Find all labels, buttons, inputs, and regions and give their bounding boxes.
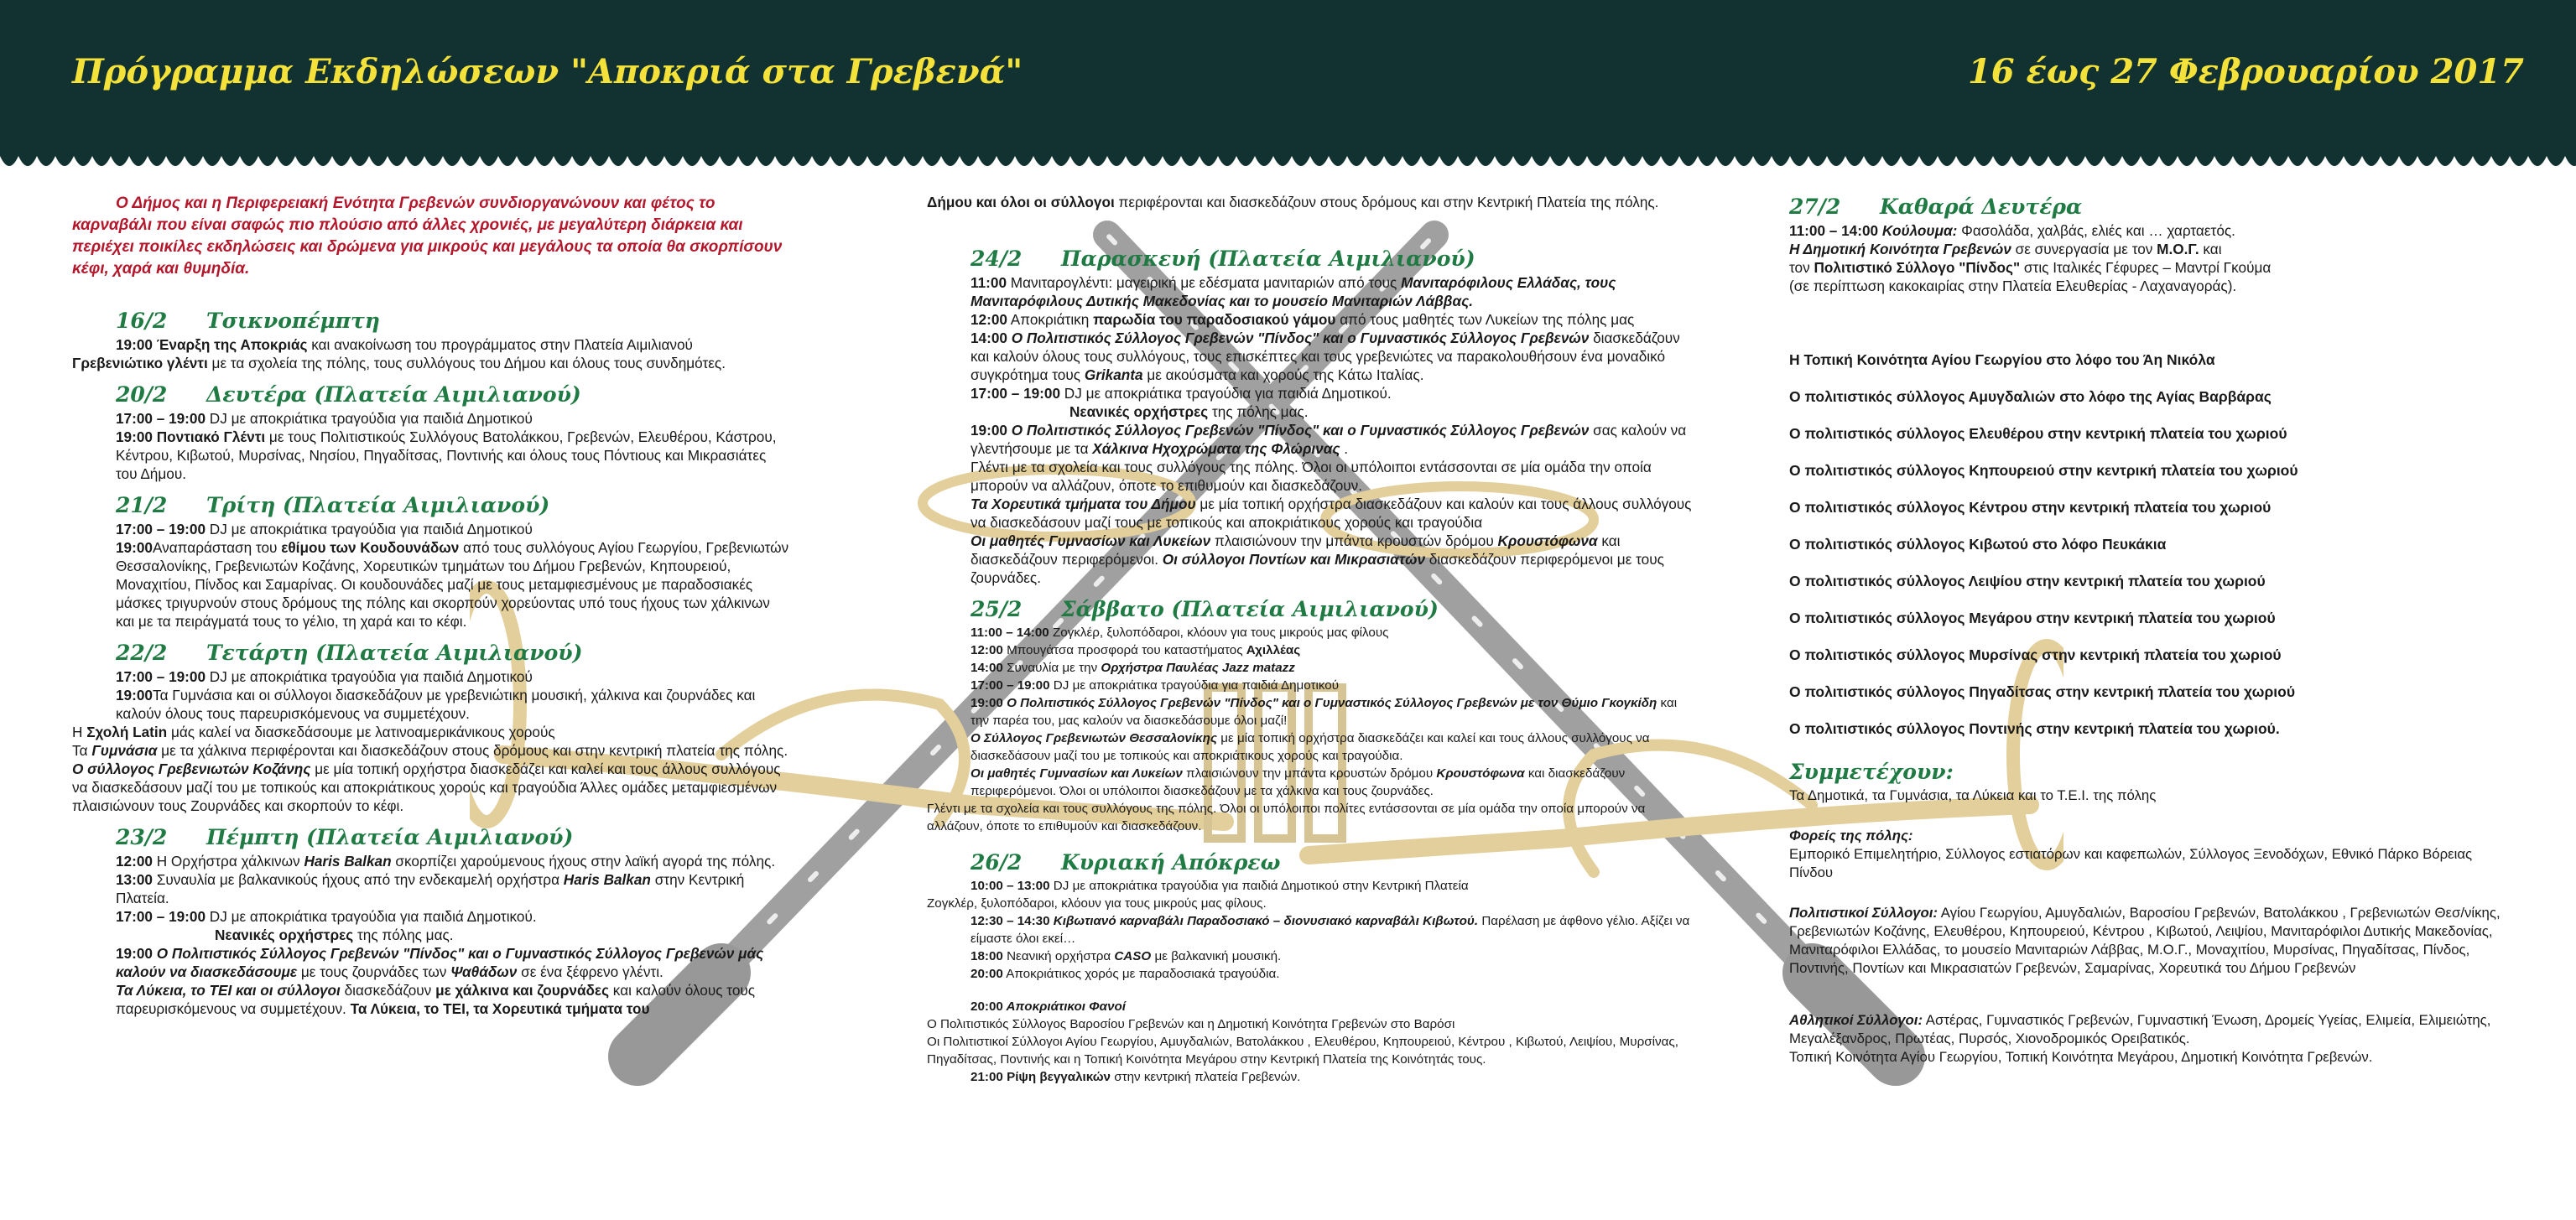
participants-athletic: Αθλητικοί Σύλλογοι: Αστέρας, Γυμναστικός Γρεβενών, Γυμναστική Ένωση, Δρομείς Υγείας, Ελιμεία, Ελιμειώτης, Μεγαλέξανδρος, Πρωτέας, Πυρσός, Χιονοδρομικός Ορειβατικός. Τοπική Κοινότητα Αγίου Γεωργίου, Τοπική Κοινότητα Μεγάρου, Δημοτική Κοινότητα Γρεβενών. — [1789, 1012, 2491, 1065]
event-line: Ζογκλέρ, ξυλοπόδαροι, κλόουν για τους μικρούς μας φίλους. — [927, 896, 1267, 911]
participants-title: Συμμετέχουν: — [1789, 760, 1954, 784]
day-date: 21/2 — [116, 493, 168, 517]
village-item: Ο πολιτιστικός σύλλογος Λειψίου στην κεντρική πλατεία του χωριού — [1789, 573, 2266, 589]
event-line: Η Σχολή Latin μάς καλεί να διασκεδάσουμε με λατινοαμερικάνικους χορούς — [72, 724, 555, 740]
header-banner — [0, 0, 2576, 155]
village-list — [1789, 350, 2511, 738]
participants-section — [1789, 758, 2511, 1067]
event-line: 17:00 – 19:00 DJ με αποκριάτικα τραγούδια για παιδιά Δημοτικού — [116, 521, 533, 537]
day-heading — [927, 849, 1699, 877]
event-line: 11:00 Μανιταρογλέντι: μαγειρική με εδέσματα μανιταριών από τους Μανιταρόφιλους Ελλάδας, τους Μανιταρόφιλους Δυτικής Μακεδονίας και το μουσείο Μανιταριών Λάββας. — [971, 274, 1616, 309]
day-name: Καθαρά Δευτέρα — [1880, 195, 2083, 219]
event-line: 19:00 Έναρξη της Αποκριάς και ανακοίνωση του προγράμματος στην Πλατεία Αιμιλιανού — [116, 336, 693, 353]
column-middle — [927, 193, 1699, 1086]
event-line: 20:00 Αποκριάτικος χορός με παραδοσιακά τραγούδια. — [971, 967, 1280, 981]
event-line: Γλέντι με τα σχολεία και τους συλλόγους της πόλης. Όλοι οι υπόλοιποι πολίτες εντάσσονται σε μία ομάδα την οποία μπορούν να αλλάζουν, όποτε το επιθυμούν και διασκεδάζουν. — [927, 802, 1646, 833]
day-16-2 — [72, 307, 789, 372]
event-line: Δήμου και όλοι οι σύλλογοι περιφέρονται και διασκεδάζουν στους δρόμους και στην Κεντρική Πλατεία της πόλης. — [927, 194, 1659, 210]
event-line: 14:00 Συναυλία με την Ορχήστρα Παυλέας Jazz matazz — [971, 661, 1295, 675]
page-title: Πρόγραμμα Εκδηλώσεων "Αποκριά στα Γρεβενά" — [72, 52, 1023, 91]
day-22-2 — [72, 639, 789, 815]
event-line: 19:00 Ο Πολιτιστικός Σύλλογος Γρεβενών "Πίνδος" και ο Γυμναστικός Σύλλογος Γρεβενών σας καλούν να γλεντήσουμε με τα Χάλκινα Ηχοχρώματα της Φλώρινας . — [971, 422, 1687, 457]
day-name: Τσικνοπέμπτη — [206, 309, 380, 333]
event-line: Ο Πολιτιστικός Σύλλογος Βαροσίου Γρεβενών και η Δημοτική Κοινότητα Γρεβενών στο Βαρόσι — [927, 1017, 1455, 1031]
village-item: Ο πολιτιστικός σύλλογος Ποντινής στην κεντρική πλατεία του χωριού. — [1789, 720, 2280, 737]
event-line: (σε περίπτωση κακοκαιρίας στην Πλατεία Ελευθερίας - Λαχαναγοράς). — [1789, 278, 2237, 294]
event-line: Νεανικές ορχήστρες της πόλης μας. — [215, 927, 454, 943]
event-line: 12:00 Αποκριάτικη παρωδία του παραδοσιακού γάμου από τους μαθητές των Λυκείων της πόλης μας — [971, 311, 1635, 328]
date-range: 16 έως 27 Φεβρουαρίου 2017 — [1967, 52, 2524, 91]
day-name: Τρίτη (Πλατεία Αιμιλιανού) — [206, 493, 550, 517]
day-heading — [72, 491, 789, 520]
event-line: Οι Πολιτιστικοί Σύλλογοι Αγίου Γεωργίου, Αμυγδαλιών, Βατολάκκου , Ελευθέρου, Κηπουρειού, Κέντρου , Κιβωτού, Λειψίου, Μυρσίνας, Πηγαδίτσας, Ποντινής και η Τοπική Κοινότητα Μεγάρου στην Κεντρική Πλατεία της Κοινότητάς τους. — [927, 1035, 1678, 1067]
day-26-2 — [927, 849, 1699, 1086]
day-name: Σάββατο (Πλατεία Αιμιλιανού) — [1061, 597, 1439, 621]
village-item: Ο πολιτιστικός σύλλογος Πηγαδίτσας στην κεντρική πλατεία του χωριού — [1789, 683, 2296, 700]
event-line: Οι μαθητές Γυμνασίων και Λυκείων πλαισιώνουν την μπάντα κρουστών δρόμου Κρουστόφωνα και διασκεδάζουν περιφερόμενοι. Όλοι οι υπόλοιποι διασκεδάζουν με τα χάλκινα και τους ζουρνάδες. — [971, 766, 1626, 798]
day-date: 24/2 — [971, 247, 1023, 271]
participants-bodies: Φορείς της πόλης: Εμπορικό Επιμελητήριο, Σύλλογος εστιατόρων και καφεπωλών, Σύλλογος Ξενοδόχων, Εθνικό Πάρκο Βόρειας Πίνδου — [1789, 828, 2473, 880]
village-item: Η Τοπική Κοινότητα Αγίου Γεωργίου στο λόφο του Άη Νικόλα — [1789, 351, 2215, 368]
village-item: Ο πολιτιστικός σύλλογος Μυρσίνας στην κεντρική πλατεία του χωριού — [1789, 646, 2282, 663]
village-item: Ο πολιτιστικός σύλλογος Μεγάρου στην κεντρική πλατεία του χωριού — [1789, 610, 2276, 626]
event-line: Γλέντι με τα σχολεία και τους συλλόγους της πόλης. Όλοι οι υπόλοιποι εντάσσονται σε μία ομάδα την οποία μπορούν να αλλάζουν, όποτε το επιθυμούν και διασκεδάζουν. — [971, 459, 1652, 494]
event-line: 19:00 Ο Πολιτιστικός Σύλλογος Γρεβενών "Πίνδος" και ο Γυμναστικός Σύλλογος Γρεβενών μάς καλούν να διασκεδάσουμε με τους ζουρνάδες των Ψαθάδων σε ένα ξέφρενο γλέντι. — [116, 945, 764, 980]
scalloped-edge — [0, 151, 2576, 169]
day-24-2 — [927, 245, 1699, 587]
village-item: Ο πολιτιστικός σύλλογος Αμυγδαλιών στο λόφο της Αγίας Βαρβάρας — [1789, 388, 2272, 405]
event-line: 12:00 Μπουγάτσα προσφορά του καταστήματος Αχιλλέας — [971, 643, 1301, 657]
column-right — [1789, 193, 2511, 1067]
day-heading — [1789, 193, 2511, 221]
day-date: 25/2 — [971, 597, 1023, 621]
day-heading — [927, 245, 1699, 273]
event-line: 19:00Αναπαράσταση του εθίμου των Κουδουνάδων από τους συλλόγους Αγίου Γεωργίου, Γρεβενιωτών Θεσσαλονίκης, Γρεβενιωτών Κοζάνης, Χορευτικών τμημάτων του Δήμου Γρεβενών, Κηπουρειού, Μοναχιτίου, Πίνδος και Σαμαρίνας. Οι κουδουνάδες μαζί με τους μεταμφιεσμένους με παραδοσιακές μάσκες τριγυρνούν στους δρόμους της πόλης και σκορπούν χορεύοντας υπό τους ήχους των χάλκινων και με τα πειράγματά τους το γέλιο, τη χαρά και το κέφι. — [116, 539, 789, 630]
day-heading — [72, 823, 789, 852]
event-line: Νεανικές ορχήστρες της πόλης μας. — [1069, 403, 1309, 420]
day-name: Παρασκευή (Πλατεία Αιμιλιανού) — [1061, 247, 1475, 271]
day-date: 20/2 — [116, 382, 168, 407]
day-25-2 — [927, 595, 1699, 835]
event-line: 11:00 – 14:00 Ζογκλέρ, ξυλοπόδαροι, κλόουν για τους μικρούς μας φίλους — [971, 626, 1389, 640]
day-date: 22/2 — [116, 641, 168, 665]
event-line: Ο Σύλλογος Γρεβενιωτών Θεσσαλονίκης με μία τοπική ορχήστρα διασκεδάζει και καλεί και τους άλλους συλλόγους να διασκεδάσουν μαζί του με τοπικούς και αποκριάτικους χορούς και τραγούδια. — [971, 731, 1650, 763]
event-line: 12:00 Η Ορχήστρα χάλκινων Haris Balkan σκορπίζει χαρούμενους ήχους στην λαϊκή αγορά της πόλης. — [116, 853, 776, 870]
village-item: Ο πολιτιστικός σύλλογος Ελευθέρου στην κεντρική πλατεία του χωριού — [1789, 425, 2287, 442]
event-line: Γρεβενιώτικο γλέντι με τα σχολεία της πόλης, τους συλλόγους του Δήμου και όλους τους συνδημότες. — [72, 355, 726, 371]
day-heading — [72, 639, 789, 667]
event-line: 13:00 Συναυλία με βαλκανικούς ήχους από την ενδεκαμελή ορχήστρα Haris Balkan στην Κεντρική Πλατεία. — [116, 871, 745, 906]
event-line: Η Δημοτική Κοινότητα Γρεβενών σε συνεργασία με τον Μ.Ο.Γ. και — [1789, 241, 2222, 257]
day-name: Πέμπτη (Πλατεία Αιμιλιανού) — [206, 825, 574, 849]
event-line: Τα Λύκεια, το ΤΕΙ και οι σύλλογοι διασκεδάζουν με χάλκινα και ζουρνάδες και καλούν όλους τους παρευρισκόμενους να συμμετέχουν. Τα Λύκεια, το ΤΕΙ, τα Χορευτικά τμήματα του — [116, 982, 756, 1017]
event-line: 20:00 Αποκριάτικοι Φανοί — [971, 999, 1127, 1014]
event-line: 11:00 – 14:00 Κούλουμα: Φασολάδα, χαλβάς, ελιές και … χαρταετός. — [1789, 222, 2235, 239]
village-item: Ο πολιτιστικός σύλλογος Κιβωτού στο λόφο Πευκάκια — [1789, 536, 2167, 553]
event-line: 19:00 Ποντιακό Γλέντι με τους Πολιτιστικούς Συλλόγους Βατολάκκου, Γρεβενών, Ελευθέρου, Κάστρου, Κέντρου, Κιβωτού, Μυρσίνας, Νησίου, Πηγαδίτσας, Ποντινής και όλους τους Πόντιους και Μικρασιάτες του Δήμου. — [116, 428, 777, 482]
day-date: 26/2 — [971, 850, 1023, 875]
event-line: τον Πολιτιστικό Σύλλογο "Πίνδος" στις Ιταλικές Γέφυρες – Μαντρί Γκούμα — [1789, 259, 2272, 276]
event-line: 17:00 – 19:00 DJ με αποκριάτικα τραγούδια για παιδιά Δημοτικού — [971, 678, 1340, 693]
participants-cultural: Πολιτιστικοί Σύλλογοι: Αγίου Γεωργίου, Αμυγδαλιών, Βαροσίου Γρεβενών, Βατολάκκου , Γρεβενιωτών Θεσ/νίκης, Γρεβενιωτών Κοζάνης, Ελευθέρου, Κηπουρειού, Κέντρου , Κιβωτού, Λειψίου, Μανιταρόφιλοι Δυτικής Μακεδονίας, Μανιταρόφιλοι Ελλάδας, το μουσείο Μανιταριών Λάββας, Μ.Ο.Γ., Μοναχιτίου, Μυρσίνας, Πηγαδίτσας, Πίνδος, Ποντινής, Ποντίων και Μικρασιατών Γρεβενών, Σαμαρίνας, Χορευτικά του Δήμου Γρεβενών — [1789, 905, 2501, 976]
event-line: 17:00 – 19:00 DJ με αποκριάτικα τραγούδια για παιδιά Δημοτικού. — [971, 385, 1392, 402]
village-item: Ο πολιτιστικός σύλλογος Κέντρου στην κεντρική πλατεία του χωριού — [1789, 499, 2272, 516]
event-line: Τα Γυμνάσια με τα χάλκινα περιφέρονται και διασκεδάζουν στους δρόμους και στην κεντρική πλατεία της πόλης. — [72, 742, 788, 759]
day-heading — [72, 307, 789, 335]
event-line: 14:00 Ο Πολιτιστικός Σύλλογος Γρεβενών "Πίνδος" και ο Γυμναστικός Σύλλογος Γρεβενών διασκεδάζουν και καλούν όλους τους συλλόγους, τους επισκέπτες και τους γρεβενιώτες να παρακολουθήσουν ένα μοναδικό συγκρότημα τους Grikanta με ακούσματα και χορούς της Κάτω Ιταλίας. — [971, 330, 1680, 383]
day-21-2 — [72, 491, 789, 631]
column-left — [72, 193, 789, 1018]
day-date: 27/2 — [1789, 195, 1841, 219]
event-line: 10:00 – 13:00 DJ με αποκριάτικα τραγούδια για παιδιά Δημοτικού στην Κεντρική Πλατεία — [971, 879, 1469, 893]
day-name: Δευτέρα (Πλατεία Αιμιλιανού) — [206, 382, 581, 407]
event-line: 19:00Τα Γυμνάσια και οι σύλλογοι διασκεδάζουν με γρεβενιώτικη μουσική, χάλκινα και ζουρνάδες και καλούν όλους τους παρευρισκόμενους να συμμετέχουν. — [116, 687, 756, 722]
event-line: 21:00 Ρίψη βεγγαλικών στην κεντρική πλατεία Γρεβενών. — [971, 1070, 1301, 1084]
day-heading — [72, 381, 789, 409]
event-line: 19:00 Ο Πολιτιστικός Σύλλογος Γρεβενών "Πίνδος" και ο Γυμναστικός Σύλλογος Γρεβενών με τον Θύμιο Γκογκίδη και την παρέα του, μας καλούν να διασκεδάσουμε όλοι μαζί! — [971, 696, 1678, 728]
day-27-2 — [1789, 193, 2511, 295]
event-line: Ο σύλλογος Γρεβενιωτών Κοζάνης με μία τοπική ορχήστρα διασκεδάζει και καλεί και τους άλλους συλλόγους να διασκεδάσουν μαζί του με τοπικούς και αποκριάτικους χορούς και τραγούδια Άλλες ομάδες μεταμφιεσμένων πλαισιώνουν τους Ζουρνάδες και σκορπούν το κέφι. — [72, 761, 781, 814]
event-line: 18:00 Νεανική ορχήστρα CASO με βαλκανική μουσική. — [971, 949, 1282, 963]
event-line: Τα Χορευτικά τμήματα του Δήμου με μία τοπική ορχήστρα διασκεδάζουν και καλούν και τους άλλους συλλόγους να διασκεδάσουν μαζί τους με τοπικούς και αποκριάτικους χορούς και τραγούδια — [971, 496, 1692, 531]
day-20-2 — [72, 381, 789, 483]
event-line: 17:00 – 19:00 DJ με αποκριάτικα τραγούδια για παιδιά Δημοτικού — [116, 410, 533, 427]
day-name: Τετάρτη (Πλατεία Αιμιλιανού) — [206, 641, 583, 665]
day-23-2 — [72, 823, 789, 1018]
event-line: Οι μαθητές Γυμνασίων και Λυκείων πλαισιώνουν την μπάντα κρουστών δρόμου Κρουστόφωνα και διασκεδάζουν περιφερόμενοι. Οι σύλλογοι Ποντίων και Μικρασιατών διασκεδάζουν περιφερόμενοι με τους ζουρνάδες. — [971, 532, 1664, 586]
event-line: 17:00 – 19:00 DJ με αποκριάτικα τραγούδια για παιδιά Δημοτικού — [116, 668, 533, 685]
day-name: Κυριακή Απόκρεω — [1061, 850, 1281, 875]
day-date: 23/2 — [116, 825, 168, 849]
day-heading — [927, 595, 1699, 624]
intro-paragraph: Ο Δήμος και η Περιφερειακή Ενότητα Γρεβενών συνδιοργανώνουν και φέτος το καρναβάλι που είναι σαφώς πιο πλούσιο από άλλες χρονιές, με μεγαλύτερη διάρκεια και περιέχει ποικίλες εκδηλώσεις και δρώμενα για μικρούς και μεγάλους τα οποία θα σκορπίσουν κέφι, χαρά και θυμηδία. — [72, 195, 783, 278]
day-date: 16/2 — [116, 309, 168, 333]
village-item: Ο πολιτιστικός σύλλογος Κηπουρειού στην κεντρική πλατεία του χωριού — [1789, 462, 2298, 479]
event-line: 17:00 – 19:00 DJ με αποκριάτικα τραγούδια για παιδιά Δημοτικού. — [116, 908, 537, 925]
participants-schools: Τα Δημοτικά, τα Γυμνάσια, τα Λύκεια και το Τ.Ε.Ι. της πόλης — [1789, 787, 2157, 803]
event-line: 12:30 – 14:30 Κιβωτιανό καρναβάλι Παραδοσιακό – διονυσιακό καρναβάλι Κιβωτού. Παρέλαση με άφθονο γέλιο. Αξίζει να είμαστε όλοι εκεί… — [971, 914, 1690, 946]
